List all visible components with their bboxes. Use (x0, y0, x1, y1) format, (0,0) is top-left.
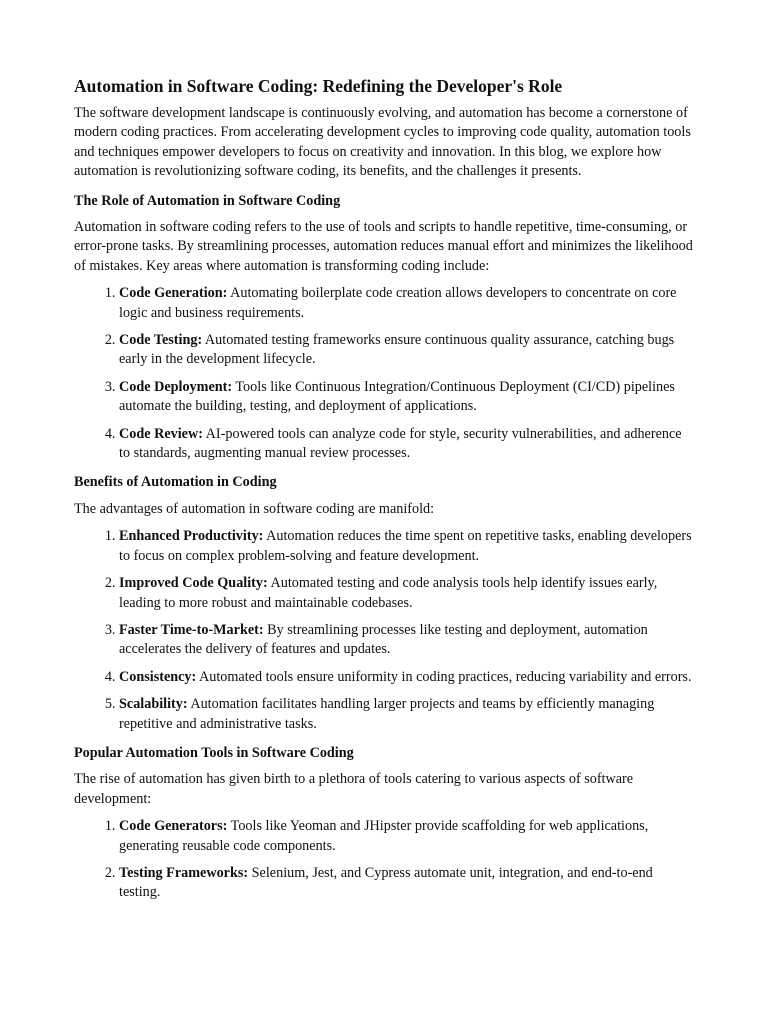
list-item (119, 574, 694, 613)
list-item-text: Automated tools ensure uniformity in coding practices, reducing variability and errors. (196, 668, 692, 685)
list-item-term: Code Testing: (119, 331, 203, 348)
list-item-text: Automation reduces the time spent on repetitive tasks, enabling developers to focus on complex problem-solving and feature development. (119, 528, 692, 564)
list-item (119, 527, 694, 566)
section-heading: Popular Automation Tools in Software Coding (74, 744, 354, 761)
section-paragraph: Automation in software coding refers to the use of tools and scripts to handle repetitive, time-consuming, or error-prone tasks. By streamlining processes, automation reduces manual effort and minimizes the likelihood of mistakes. Key areas where automation is transforming coding include: (74, 218, 693, 274)
section-paragraph: The rise of automation has given birth to a plethora of tools catering to various aspects of software development: (74, 771, 634, 807)
list-item-term: Enhanced Productivity: (119, 528, 264, 545)
list-item-text: Automation facilitates handling larger projects and teams by efficiently managing repetitive and administrative tasks. (119, 696, 655, 732)
numbered-list (74, 817, 694, 903)
list-item-text: Tools like Continuous Integration/Continuous Deployment (CI/CD) pipelines automate the building, testing, and deployment of applications. (119, 378, 675, 415)
list-item-term: Scalability: (119, 696, 188, 713)
list-item-term: Code Deployment: (119, 378, 233, 395)
list-item-text: Automated testing frameworks ensure continuous quality assurance, catching bugs early in the development lifecycle. (119, 331, 675, 368)
intro-paragraph: The software development landscape is continuously evolving, and automation has become a cornerstone of modern coding practices. From accelerating development cycles to improving code quality, automation tools and techniques empower developers to focus on creativity and innovation. In this blog, we explore how automation is revolutionizing software coding, its benefits, and the challenges it presents. (74, 104, 691, 180)
list-item-text: Automating boilerplate code creation allows developers to concentrate on core logic and business requirements. (119, 285, 677, 321)
list-item (119, 284, 694, 323)
list-item (119, 864, 694, 903)
list-item (119, 817, 694, 856)
list-item-term: Code Review: (119, 425, 203, 442)
list-item-text: AI-powered tools can analyze code for style, security vulnerabilities, and adherence to standards, augmenting manual review processes. (119, 425, 682, 462)
numbered-list (74, 284, 694, 463)
list-item-term: Code Generation: (119, 285, 228, 302)
list-item-text: Selenium, Jest, and Cypress automate unit, integration, and end-to-end testing. (119, 865, 653, 901)
list-item (119, 668, 694, 687)
list-item-term: Faster Time-to-Market: (119, 621, 264, 638)
list-item-term: Consistency: (119, 668, 197, 685)
section-heading: Benefits of Automation in Coding (74, 474, 277, 491)
list-item-text: By streamlining processes like testing and deployment, automation accelerates the delivery of features and updates. (119, 621, 648, 658)
section-heading: The Role of Automation in Software Coding (74, 192, 341, 209)
list-item-term: Improved Code Quality: (119, 575, 268, 592)
list-item (119, 378, 694, 417)
list-item-text: Automated testing and code analysis tools help identify issues early, leading to more robust and maintainable codebases. (119, 575, 658, 611)
list-item (119, 331, 694, 370)
list-item-text: Tools like Yeoman and JHipster provide scaffolding for web applications, generating reusable code components. (119, 818, 649, 854)
page-title: Automation in Software Coding: Redefining the Developer's Role (74, 76, 563, 96)
list-item-term: Code Generators: (119, 818, 228, 835)
section-paragraph: The advantages of automation in software coding are manifold: (74, 500, 435, 517)
list-item-term: Testing Frameworks: (119, 865, 249, 882)
list-item (119, 425, 694, 464)
list-item (119, 621, 694, 660)
list-item (119, 695, 694, 734)
numbered-list (74, 527, 694, 734)
